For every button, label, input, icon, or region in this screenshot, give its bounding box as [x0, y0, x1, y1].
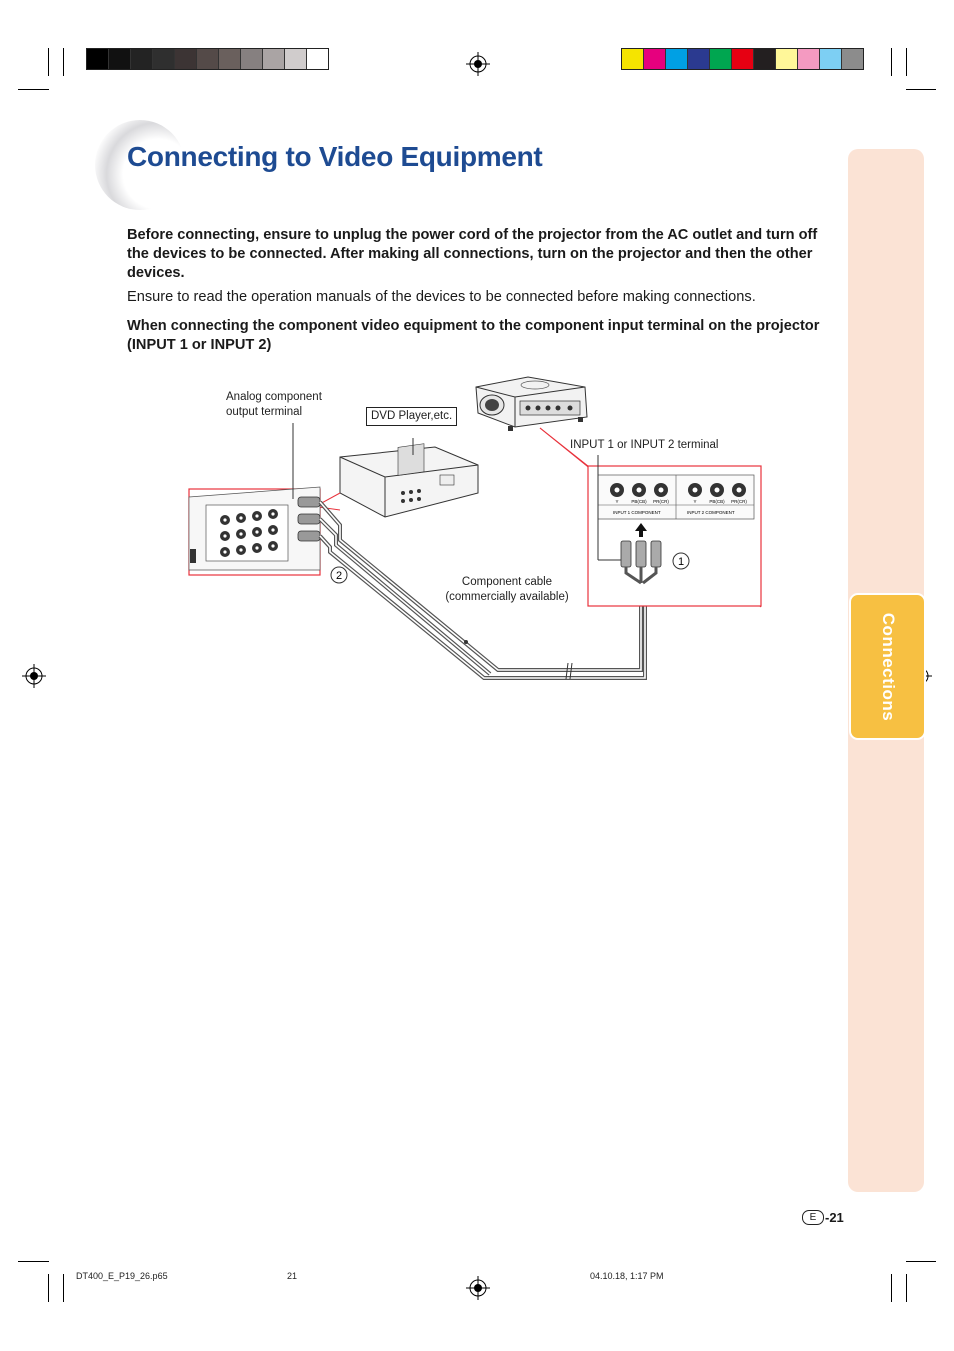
gray-swatch — [197, 49, 219, 69]
label-input-terminal: INPUT 1 or INPUT 2 terminal — [570, 439, 719, 451]
color-swatch — [842, 49, 863, 69]
jack-label-3: PR(CR) — [653, 499, 669, 504]
page-title: Connecting to Video Equipment — [127, 141, 543, 172]
jack-label-5: PB(CB) — [709, 499, 725, 504]
gray-swatch — [285, 49, 307, 69]
gray-swatch — [153, 49, 175, 69]
jack-label-2: PB(CB) — [631, 499, 647, 504]
label-component-cable — [436, 575, 578, 605]
dvd-player-illustration — [340, 444, 478, 517]
page-number-text: -21 — [825, 1210, 844, 1225]
label-component-cable-line2: (commercially available) — [445, 591, 569, 603]
gray-swatch — [109, 49, 131, 69]
input2-caption: INPUT 2 COMPONENT — [687, 510, 735, 515]
gray-swatch — [263, 49, 285, 69]
page-letter-badge: E — [802, 1210, 824, 1225]
intro-warning: Before connecting, ensure to unplug the power cord of the projector from the AC outlet and turn off the devices to be connected. After making all connections, turn on the projector and then the other devices. — [127, 227, 818, 281]
dvd-back-panel-zoom — [189, 487, 320, 575]
subheading: When connecting the component video equipment to the component input terminal on the projector (INPUT 1 or INPUT 2) — [127, 318, 820, 353]
footer-page: 21 — [287, 1271, 298, 1281]
color-swatch — [798, 49, 820, 69]
color-swatch — [666, 49, 688, 69]
jack-label-6: PR(CR) — [731, 499, 747, 504]
color-swatch — [732, 49, 754, 69]
color-swatch — [688, 49, 710, 69]
color-swatch — [644, 49, 666, 69]
grayscale-calibration-bar — [86, 48, 329, 70]
gray-swatch — [307, 49, 328, 69]
color-calibration-bar — [621, 48, 864, 70]
jack-label-1: Y — [615, 499, 619, 504]
footer-date: 04.10.18, 1:17 PM — [590, 1271, 664, 1281]
registration-mark-top — [466, 52, 490, 76]
gray-swatch — [241, 49, 263, 69]
color-swatch — [622, 49, 644, 69]
step-marker-2-text: 2 — [335, 570, 343, 582]
input1-caption: INPUT 1 COMPONENT — [613, 510, 661, 515]
color-swatch — [776, 49, 798, 69]
gray-swatch — [175, 49, 197, 69]
projector-illustration — [476, 377, 587, 431]
footer-file: DT400_E_P19_26.p65 — [76, 1271, 168, 1281]
section-tab-connections[interactable] — [849, 593, 926, 740]
registration-mark-left — [22, 664, 46, 688]
color-swatch — [710, 49, 732, 69]
label-dvd-player: DVD Player,etc. — [366, 407, 457, 426]
color-swatch — [820, 49, 842, 69]
gray-swatch — [131, 49, 153, 69]
label-component-cable-line1: Component cable — [461, 576, 553, 588]
jack-label-4: Y — [693, 499, 697, 504]
color-swatch — [754, 49, 776, 69]
page-number — [802, 1210, 844, 1225]
intro-note: Ensure to read the operation manuals of the devices to be connected before making connections. — [127, 289, 756, 305]
gray-swatch — [87, 49, 109, 69]
projector-input-panel-zoom — [588, 466, 761, 606]
section-tab-label: Connections — [878, 612, 898, 721]
registration-mark-bottom — [466, 1276, 490, 1300]
gray-swatch — [219, 49, 241, 69]
label-analog-output: Analog component output terminal — [226, 391, 322, 418]
step-marker-1-text: 1 — [677, 556, 685, 568]
